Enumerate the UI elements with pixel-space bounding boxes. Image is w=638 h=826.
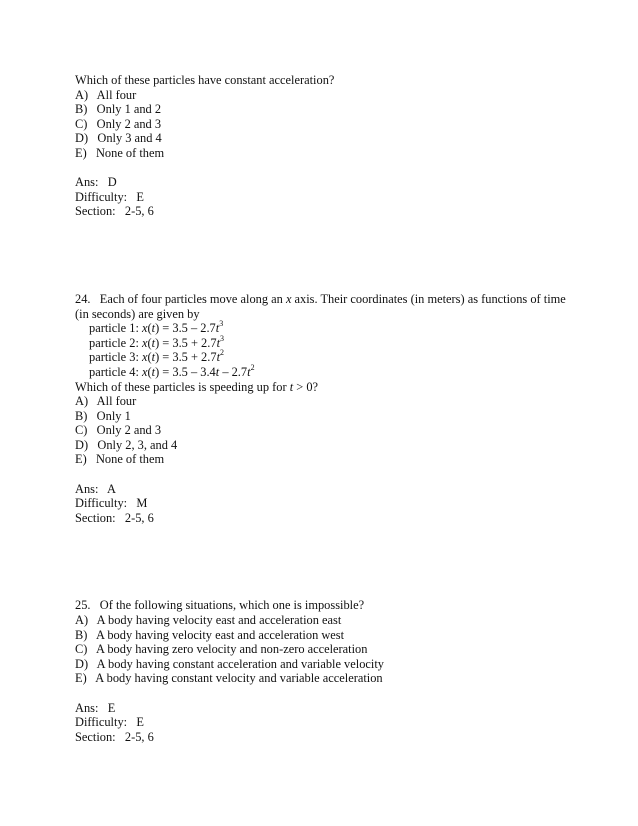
question-23 <box>75 73 575 219</box>
question-24 <box>75 292 575 526</box>
section: Section: 2-5, 6 <box>75 204 154 219</box>
choice-d: D) Only 3 and 4 <box>75 131 162 146</box>
choice-e: E) A body having constant velocity and variable acceleration <box>75 671 383 686</box>
question-number: 25. <box>75 598 91 613</box>
choice-a: A) All four <box>75 87 137 102</box>
choice-a: A) A body having velocity east and acceleration east <box>75 613 342 628</box>
particle-1-equation: particle 1: $x(t) = 3.5 - 2.7t^3$ <box>89 319 224 336</box>
question-23-stem: Which of these particles have constant acceleration? <box>75 73 335 87</box>
answer: Ans: E <box>75 700 116 715</box>
choice-d: D) Only 2, 3, and 4 <box>75 437 178 452</box>
section: Section: 2-5, 6 <box>75 510 154 525</box>
question-24-stem: 24. Each of four particles move along an x axis. Their coordinates (in meters) as functions of time (in seconds) are given by <box>75 291 566 321</box>
difficulty: Difficulty: M <box>75 496 148 511</box>
answer: Ans: D <box>75 175 117 190</box>
question-number: 24. <box>75 291 91 306</box>
question-25-stem: 25. Of the following situations, which one is impossible? <box>75 598 365 613</box>
choice-c: C) Only 2 and 3 <box>75 116 162 131</box>
choice-b: B) Only 1 <box>75 408 131 423</box>
document-page <box>75 73 575 744</box>
difficulty: Difficulty: E <box>75 189 144 204</box>
choice-e: E) None of them <box>75 145 165 160</box>
choice-c: C) Only 2 and 3 <box>75 423 162 438</box>
section: Section: 2-5, 6 <box>75 729 154 744</box>
question-25 <box>75 598 575 744</box>
particle-2-equation: particle 2: $x(t) = 3.5 + 2.7t^3$ <box>89 333 225 350</box>
choice-b: B) Only 1 and 2 <box>75 102 162 117</box>
question-24-prompt: Which of these particles is speeding up for t > 0? <box>75 379 319 394</box>
choice-a: A) All four <box>75 394 137 409</box>
particle-3-equation: particle 3: $x(t) = 3.5 + 2.7t^2$ <box>89 348 225 365</box>
choice-b: B) A body having velocity east and acceleration west <box>75 627 345 642</box>
choice-d: D) A body having constant acceleration and variable velocity <box>75 656 384 671</box>
choice-c: C) A body having zero velocity and non-zero acceleration <box>75 642 368 657</box>
choice-e: E) None of them <box>75 452 165 467</box>
answer: Ans: A <box>75 481 116 496</box>
difficulty: Difficulty: E <box>75 715 144 730</box>
particle-4-equation: particle 4: $x(t) = 3.5 - 3.4t - 2.7t^2$ <box>89 362 255 379</box>
